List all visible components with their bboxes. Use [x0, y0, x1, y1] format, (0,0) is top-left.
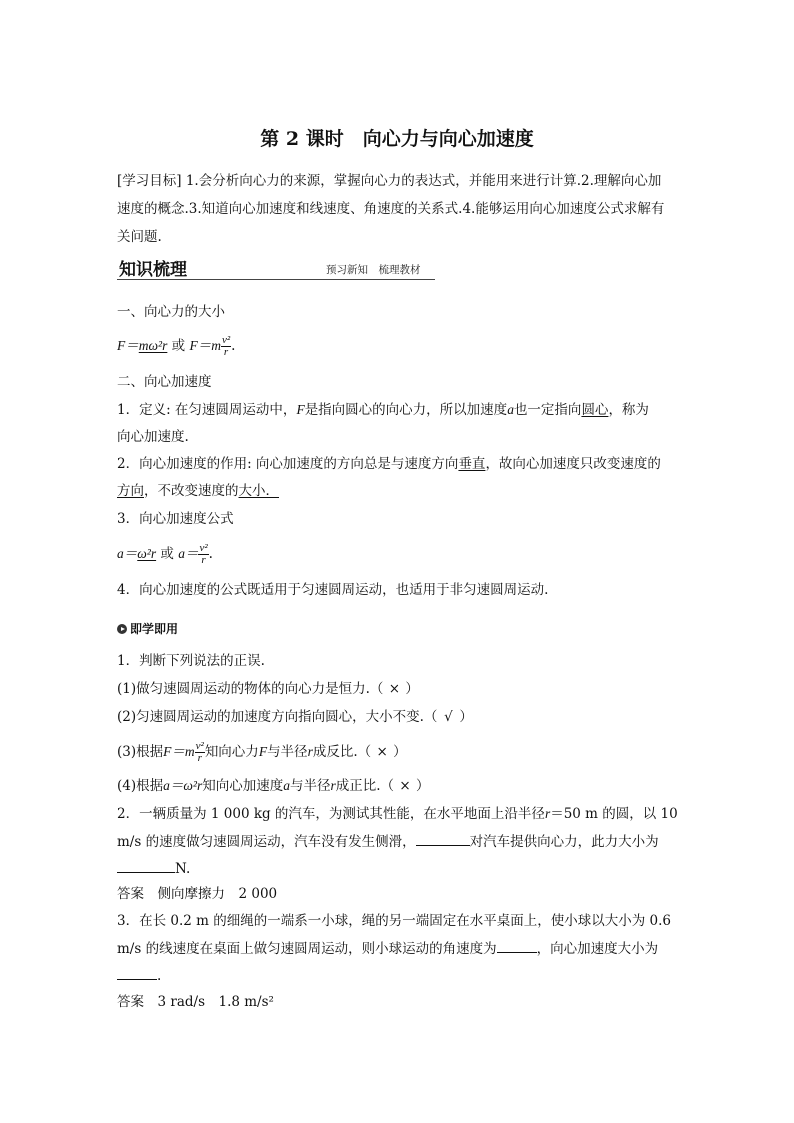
q1-item1-close: ）: [405, 681, 419, 697]
item2-answer-1: 垂直: [458, 456, 486, 472]
q2-answer-label: 答案: [117, 886, 144, 902]
formula-answer: mω²r: [138, 338, 168, 353]
q1-item1-text: (1)做匀速圆周运动的物体的向心力是恒力.（: [117, 681, 384, 697]
item2-text-a: 2．向心加速度的作用: 向心加速度的方向总是与速度方向: [117, 456, 459, 472]
q2-blank-1[interactable]: [416, 832, 470, 846]
q1-item3-var-f: F: [258, 744, 268, 759]
q3-text-b: ，向心加速度大小为: [536, 941, 659, 957]
q2-text-c: m/s 的速度做匀速圆周运动，汽车没有发生侧滑，: [117, 834, 416, 850]
q3-blank-1[interactable]: [497, 939, 537, 953]
q2-line3: [117, 859, 190, 878]
item2-text-b: ，故向心加速度只改变速度的: [485, 456, 661, 472]
q2-text-e: N.: [175, 861, 191, 877]
q2-blank-2[interactable]: [117, 859, 175, 873]
q3-blank-2[interactable]: [117, 966, 157, 980]
section-title: 知识梳理: [119, 260, 187, 280]
item3-a: a＝: [178, 546, 199, 561]
section-rule: [117, 279, 435, 280]
part2-heading: 二、向心加速度: [117, 374, 212, 390]
q1-item3-numerator: v²: [195, 740, 204, 752]
q1-item3-close: ）: [393, 744, 407, 760]
part1-formula: [117, 335, 235, 358]
formula-f: F＝: [189, 338, 212, 353]
q1-item2-mark: √: [444, 709, 453, 725]
item3-fraction-denominator: r: [201, 554, 206, 566]
item3-or: 或: [160, 546, 174, 562]
item1-text-b: 是指向圆心的向心力，所以加速度: [304, 402, 508, 418]
item2-answer-3: 大小．: [238, 483, 279, 499]
q3-line1: 3．在长 0.2 m 的细绳的一端系一小球，绳的另一端固定在水平桌面上，使小球以大小为 0.6: [117, 913, 671, 929]
q3-text-a: m/s 的线速度在桌面上做匀速圆周运动，则小球运动的角速度为: [117, 941, 497, 957]
q3-line2: [117, 939, 658, 958]
q1-item1: [117, 680, 419, 698]
q1-item3-fraction: [195, 741, 205, 764]
q2-var-r: r: [544, 806, 551, 821]
q2-answer-text: 侧向摩擦力 2 000: [157, 886, 278, 902]
item3-answer: ω²r: [137, 546, 157, 561]
q3-text-c: .: [157, 968, 162, 984]
section-header: [117, 255, 435, 281]
q1-item4-text-b: 知向心加速度: [202, 778, 284, 794]
item1-var-a: a: [507, 402, 514, 417]
q1-item3: [117, 741, 407, 764]
q2-line2: [117, 832, 659, 851]
objectives-line-1: [117, 172, 661, 190]
q1-item4: [117, 777, 430, 795]
part2-item3: 3．向心加速度公式: [117, 511, 234, 527]
objectives-line-3: 关问题.: [117, 229, 162, 245]
formula-f-prefix: F＝: [117, 338, 139, 353]
q1-item4-text-c: 与半径: [289, 778, 331, 794]
section-subtitle: 预习新知 梳理教材: [326, 264, 421, 276]
q1-item2-close: ）: [459, 709, 473, 725]
item1-text-c: 也一定指向: [513, 402, 582, 418]
part2-item2-line1: [117, 455, 661, 473]
q1-item2: [117, 708, 473, 726]
q2-text-d: 对汽车提供向心力，此力大小为: [469, 834, 659, 850]
part2-item4: 4．向心加速度的公式既适用于匀速圆周运动，也适用于非匀速圆周运动.: [117, 582, 549, 598]
q2-text-a: 2．一辆质量为 1 000 kg 的汽车，为测试其性能，在水平地面上沿半径: [117, 806, 545, 822]
objectives-label: [学习目标]: [117, 173, 182, 189]
item1-text-a: 1．定义: 在匀速圆周运动中，: [117, 402, 297, 418]
part2-item1-line2: 向心加速度.: [117, 429, 189, 445]
q1-item4-close: ）: [416, 778, 430, 794]
item3-fraction: [198, 543, 208, 566]
page-title: 第 2 课时 向心力与向心加速度: [260, 128, 534, 150]
q1-item3-text-a: (3)根据: [117, 744, 164, 760]
q1-stem: 1．判断下列说法的正误.: [117, 653, 265, 669]
q1-item3-mark: ×: [376, 744, 388, 760]
formula-or: 或: [171, 338, 186, 354]
q1-item1-mark: ×: [388, 681, 401, 697]
part2-item3-formula: [117, 543, 213, 566]
part2-item1-line1: [117, 401, 649, 419]
q2-answer: [117, 885, 277, 903]
item1-var-f: F: [296, 402, 305, 417]
q1-item3-var-r: r: [307, 744, 313, 759]
item2-text-c: ，不改变速度的: [144, 483, 239, 499]
item1-answer: 圆心: [581, 402, 609, 418]
q1-item4-formula: a＝ω²r: [163, 778, 203, 793]
fraction-v2-over-r: [221, 335, 231, 358]
part1-heading: 一、向心力的大小: [117, 304, 225, 320]
practice-heading: [117, 620, 178, 638]
practice-heading-label: 即学即用: [130, 622, 179, 636]
q3-answer-text: 3 rad/s 1.8 m/s²: [157, 994, 274, 1010]
q1-item3-denominator: r: [197, 752, 202, 764]
fraction-numerator: v²: [221, 334, 231, 346]
q1-item2-text: (2)匀速圆周运动的加速度方向指向圆心，大小不变.（: [117, 709, 438, 725]
q3-answer-label: 答案: [117, 994, 144, 1010]
item3-fraction-numerator: v²: [199, 542, 208, 554]
q1-item4-text-a: (4)根据: [117, 778, 164, 794]
item3-a-prefix: a＝: [117, 546, 138, 561]
q3-answer: [117, 993, 274, 1011]
item1-text-d: ，称为: [608, 402, 649, 418]
part2-item2-line2: [117, 482, 279, 500]
q1-item3-formula: F＝m: [163, 744, 195, 759]
objectives-line-2: 速度的概念.3.知道向心加速度和线速度、角速度的关系式.4.能够运用向心加速度公式求解有: [117, 201, 665, 217]
q1-item4-text-d: 成正比.（: [335, 778, 395, 794]
q2-text-b: ＝50 m 的圆，以 10: [550, 806, 678, 822]
q1-item3-text-c: 与半径: [267, 744, 308, 760]
formula-period: .: [231, 338, 236, 354]
item3-period: .: [208, 546, 213, 562]
q3-line3: [117, 966, 161, 985]
q2-line1: [117, 805, 678, 823]
objectives-text-1: 1.会分析向心力的来源，掌握向心力的表达式，并能用来进行计算.2.理解向心加: [185, 173, 662, 189]
fraction-denominator: r: [223, 346, 229, 358]
play-circle-icon: [117, 624, 127, 634]
q1-item3-text-b: 知向心力: [204, 744, 259, 760]
q1-item4-var-a: a: [283, 778, 290, 793]
formula-m: m: [211, 338, 221, 353]
q1-item4-var-r: r: [330, 778, 336, 793]
q1-item3-text-d: 成反比.（: [312, 744, 372, 760]
q1-item4-mark: ×: [399, 778, 411, 794]
item2-answer-2: 方向: [117, 483, 144, 499]
